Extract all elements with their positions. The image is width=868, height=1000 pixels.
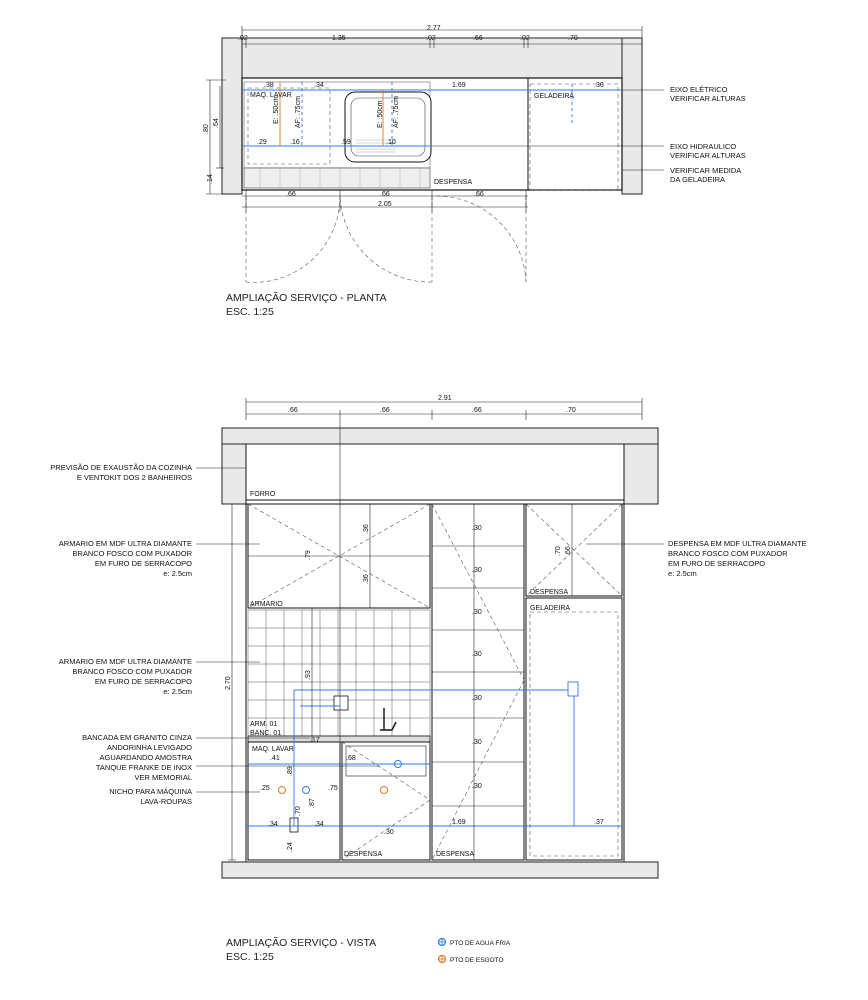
plan-dim-d6: .70 (568, 35, 578, 42)
plan-dim-total-v: .80 (203, 124, 210, 134)
elev-dim-169: 1.69 (452, 819, 466, 826)
plan-rot-af2: AF: .75cm (393, 96, 400, 128)
elev-lnote2-l2: BRANCO FOSCO COM PUXADOR (72, 549, 192, 558)
elev-lnote2-l3: EM FURO DE SERRACOPO (94, 559, 192, 568)
elev-fridge-outlet (568, 682, 578, 696)
elev-dim-24: .24 (287, 842, 294, 852)
elev-lnote4-l1: BANCADA EM GRANITO CINZA (82, 733, 192, 742)
legend-esgoto: PTO DE ESGOTO (450, 957, 504, 964)
elev-lnote4-l3: AGUARDANDO AMOSTRA (99, 753, 192, 762)
plan-bdim-a: .66 (286, 191, 296, 198)
elev-water-point-1 (303, 787, 310, 794)
elev-rnote-l1: DESPENSA EM MDF ULTRA DIAMANTE (668, 539, 807, 548)
plan-view (203, 25, 746, 318)
elev-dim-36a: .36 (363, 524, 370, 534)
plan-note2-l1: EIXO HIDRAULICO (670, 142, 737, 151)
elev-wall-upper-left (222, 444, 246, 504)
elev-sewer-point-1 (279, 787, 286, 794)
elev-dim-93: .93 (305, 670, 312, 680)
plan-dim-d4: .66 (473, 35, 483, 42)
elev-dim-30-3: .30 (472, 609, 482, 616)
elev-dim-70: .70 (555, 546, 562, 556)
elev-sewer-point-2 (381, 787, 388, 794)
plan-bdim-total: 2.05 (378, 201, 392, 208)
elev-lower-diag1 (342, 742, 430, 800)
elev-lnote6-l2: LAVA-ROUPAS (140, 797, 192, 806)
elev-pantry (432, 504, 524, 860)
plan-dim-a: .38 (264, 82, 274, 89)
elev-rnote-l4: e: 2.5cm (668, 569, 697, 578)
elev-dim-75: .75 (328, 785, 338, 792)
elev-label-despensa-1: DESPENSA (344, 851, 383, 858)
elev-dim-total: 2.91 (438, 395, 452, 402)
plan-note1-l1: EIXO ELÉTRICO (670, 85, 728, 94)
elev-pantry-shelves (432, 546, 524, 806)
plan-label-maq: MAQ. LAVAR (250, 92, 292, 99)
elev-dim-b: .66 (380, 407, 390, 414)
elev-label-despensa-2: DESPENSA (436, 851, 475, 858)
elev-title: AMPLIAÇÃO SERVIÇO - VISTA (226, 937, 377, 949)
plan-dim-e: .29 (257, 139, 267, 146)
elevation-view (50, 395, 806, 963)
plan-dim-d5: .02 (520, 35, 530, 42)
elev-lnote3-l4: e: 2.5cm (163, 687, 192, 696)
elev-slab-top (222, 428, 658, 444)
elev-dim-30-2: .30 (472, 567, 482, 574)
elev-dim-34a: .34 (268, 821, 278, 828)
plan-dim-d1: .02 (238, 35, 248, 42)
elev-label-armario: ARMARIO (250, 601, 283, 608)
elev-label-maq: MAQ. LAVAR (252, 746, 294, 753)
elev-dim-d: .70 (566, 407, 576, 414)
elev-scale: ESC. 1:25 (226, 951, 274, 963)
elev-outlet-box (334, 696, 348, 710)
elev-dim-a: .66 (288, 407, 298, 414)
elev-label-despensa-top: DESPENSA (530, 589, 569, 596)
elev-dim-34b: .34 (314, 821, 324, 828)
elev-dim-87: .87 (309, 798, 316, 808)
elev-dim-89: .89 (287, 766, 294, 776)
elev-dim-36b: .36 (363, 574, 370, 584)
plan-dim-f: .16 (290, 139, 300, 146)
plan-bdim-c: .66 (474, 191, 484, 198)
plan-label-despensa: DESPENSA (434, 179, 473, 186)
plan-dim-d: .36 (594, 82, 604, 89)
elev-dim-66: .66 (565, 546, 572, 556)
elev-tile-grid (248, 610, 430, 736)
elev-lnote2-l1: ARMARIO EM MDF ULTRA DIAMANTE (58, 539, 192, 548)
plan-dim-h: .10 (386, 139, 396, 146)
elev-dim-41: .41 (270, 755, 280, 762)
elev-lnote5-l2: VER MEMORIAL (134, 773, 192, 782)
plan-note3-l1: VERIFICAR MEDIDA (670, 166, 742, 175)
elev-dim-68: .68 (346, 755, 356, 762)
elev-rnote-l2: BRANCO FOSCO COM PUXADOR (668, 549, 788, 558)
elev-blue-lines (246, 690, 622, 826)
elev-dim-17: .17 (310, 737, 320, 744)
plan-doors (246, 196, 526, 282)
plan-rot-e2: E: .50cm (377, 100, 384, 128)
elev-dim-height: 2.70 (225, 676, 232, 690)
plan-scale: ESC. 1:25 (226, 306, 274, 318)
plan-rot-af1: AF: .75cm (295, 96, 302, 128)
elev-label-geladeira: GELADEIRA (530, 605, 571, 612)
plan-dim-depth: .64 (213, 118, 220, 128)
elev-dim-79: .79 (305, 550, 312, 560)
plan-dim-bottom: .14 (207, 174, 214, 184)
plan-dim-d3: .02 (426, 35, 436, 42)
elev-dim-lines (228, 398, 642, 860)
plan-wall-left (222, 38, 242, 194)
elev-rnote-l3: EM FURO DE SERRACOPO (668, 559, 766, 568)
elev-tank (346, 746, 426, 776)
plan-bdim-b: .66 (380, 191, 390, 198)
elev-dim-25: .25 (260, 785, 270, 792)
plan-note2-l2: VERIFICAR ALTURAS (670, 151, 746, 160)
plan-rot-e1: E: .50cm (273, 96, 280, 124)
elev-lnote3-l1: ARMARIO EM MDF ULTRA DIAMANTE (58, 657, 192, 666)
plan-dim-g: .59 (341, 139, 351, 146)
plan-title: AMPLIAÇÃO SERVIÇO - PLANTA (226, 292, 387, 304)
elev-dim-30-7: .30 (472, 783, 482, 790)
elev-lnote5-l1: TANQUE FRANKE DE INOX (95, 763, 192, 772)
elev-lnote4-l2: ANDORINHA LEVIGADO (106, 743, 192, 752)
elev-dim-30-1: .30 (472, 525, 482, 532)
elev-lnote1-l2: E VENTOKIT DOS 2 BANHEIROS (76, 473, 192, 482)
plan-dim-c: 1.69 (452, 82, 466, 89)
legend (439, 939, 511, 965)
plan-sink (345, 92, 431, 162)
legend-agua-fria: PTO DE AGUA FRIA (450, 940, 511, 947)
elev-lnote3-l2: BRANCO FOSCO COM PUXADOR (72, 667, 192, 676)
elev-floor (222, 862, 658, 878)
elev-wall-upper-right (624, 444, 658, 504)
plan-despensa-strip (244, 168, 430, 188)
faucet-icon (380, 708, 396, 730)
elev-dim-37: .37 (594, 819, 604, 826)
elev-dim-70b: .70 (295, 806, 302, 816)
plan-dim-d2: 1.35 (332, 35, 346, 42)
plan-note3-l2: DA GELADEIRA (670, 175, 726, 184)
elev-lnote6-l1: NICHO PARA MÁQUINA (109, 787, 192, 796)
elev-lnote2-l4: e: 2.5cm (163, 569, 192, 578)
elev-dim-30-8: .30 (384, 829, 394, 836)
elev-lnote3-l3: EM FURO DE SERRACOPO (94, 677, 192, 686)
elev-lnote1-l1: PREVISÃO DE EXAUSTÃO DA COZINHA (50, 463, 192, 472)
plan-label-geladeira: GELADEIRA (534, 93, 575, 100)
plan-dim-b: .34 (314, 82, 324, 89)
elev-dim-30-6: .30 (472, 739, 482, 746)
elev-dim-30-4: .30 (472, 651, 482, 658)
plan-note1-l2: VERIFICAR ALTURAS (670, 94, 746, 103)
elev-label-banc01: BANC. 01 (250, 730, 282, 737)
plan-wall-right (622, 38, 642, 194)
elev-label-arm01: ARM. 01 (250, 721, 278, 728)
elev-pantry-diag2 (432, 680, 524, 860)
elev-label-forro: FORRO (250, 491, 276, 498)
plan-dim-total: 2.77 (427, 25, 441, 32)
elev-dim-c: .66 (472, 407, 482, 414)
elev-dim-30-5: .30 (472, 695, 482, 702)
